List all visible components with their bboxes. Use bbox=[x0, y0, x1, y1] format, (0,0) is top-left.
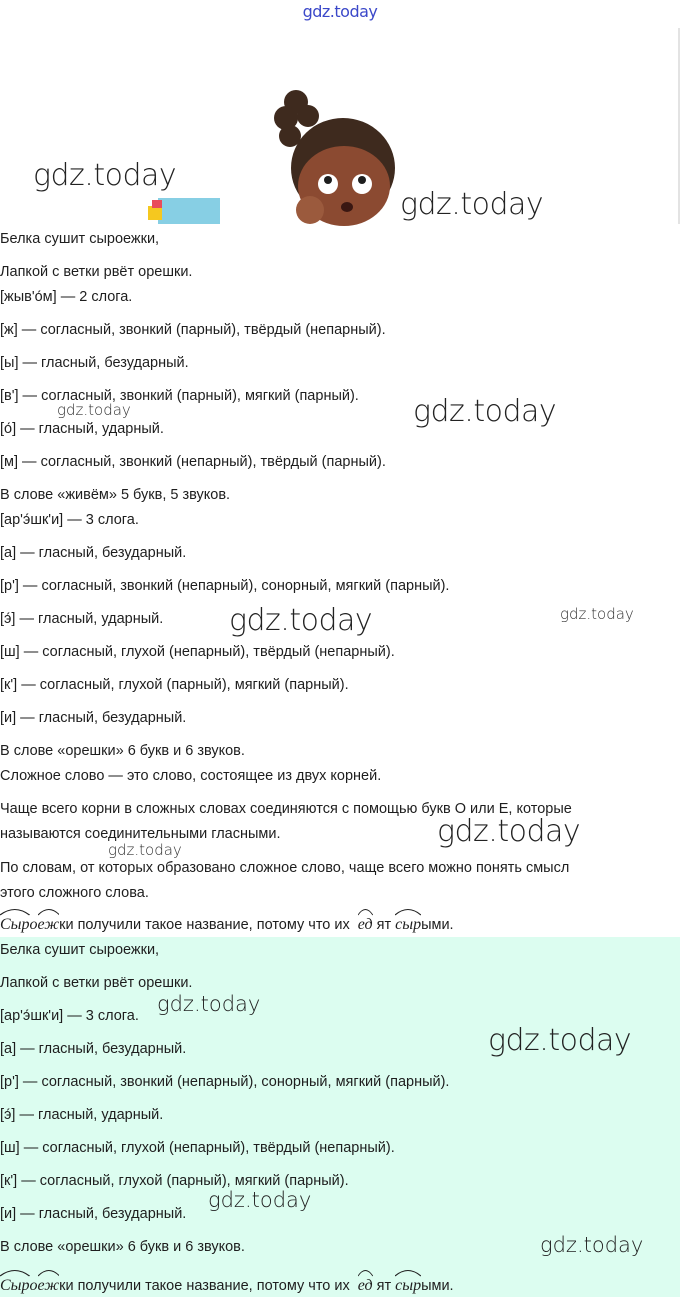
root-arc-icon bbox=[38, 1267, 60, 1277]
root-arc-icon bbox=[0, 906, 30, 916]
watermark: gdz.today bbox=[540, 1233, 644, 1257]
poem-line: Лапкой с ветки рвёт орешки. bbox=[0, 264, 193, 280]
poem-line: Белка сушит сыроежки, bbox=[0, 942, 160, 958]
marked-sentence: Сыр оеж ки получили такое название, потому что их ед ят сыр ыми. bbox=[0, 915, 454, 935]
sound-analysis: [р'] — согласный, звонкий (непарный), сонорный, мягкий (парный). bbox=[0, 1074, 450, 1090]
watermark: gdz.today bbox=[157, 992, 261, 1016]
letter-summary: В слове «орешки» 6 букв и 6 звуков. bbox=[0, 743, 245, 759]
girl-avatar-icon bbox=[138, 88, 398, 228]
sound-analysis: [о́] — гласный, ударный. bbox=[0, 421, 164, 437]
paragraph-line: Чаще всего корни в сложных словах соединяются с помощью букв О или Е, которые bbox=[0, 801, 572, 817]
sound-analysis: [и] — гласный, безударный. bbox=[0, 710, 187, 726]
poem-line: Лапкой с ветки рвёт орешки. bbox=[0, 975, 193, 991]
root-mark: еж bbox=[38, 1276, 60, 1296]
letter-summary: В слове «орешки» 6 букв и 6 звуков. bbox=[0, 1239, 245, 1255]
syllable-count: [жыв'о́м] — 2 слога. bbox=[0, 289, 133, 305]
sound-analysis: [м] — согласный, звонкий (непарный), твёрдый (парный). bbox=[0, 454, 386, 470]
sound-analysis: [э́] — гласный, ударный. bbox=[0, 1107, 164, 1123]
site-logo[interactable]: gdz.today bbox=[302, 2, 378, 21]
root-arc-icon bbox=[358, 1267, 373, 1277]
root-arc-icon bbox=[38, 906, 60, 916]
poem-line: Белка сушит сыроежки, bbox=[0, 231, 160, 247]
sound-analysis: [в'] — согласный, звонкий (парный), мягкий (парный). bbox=[0, 388, 359, 404]
paragraph-line: называются соединительными гласными. bbox=[0, 826, 281, 842]
sound-analysis: [э́] — гласный, ударный. bbox=[0, 611, 164, 627]
definition-text: Сложное слово — это слово, состоящее из двух корней. bbox=[0, 768, 382, 784]
root-mark: Сыр bbox=[0, 915, 30, 935]
root-arc-icon bbox=[395, 1267, 421, 1277]
root-mark: еж bbox=[38, 915, 60, 935]
sound-analysis: [р'] — согласный, звонкий (непарный), сонорный, мягкий (парный). bbox=[0, 578, 450, 594]
root-arc-icon bbox=[395, 906, 421, 916]
syllable-count: [ар'э́шк'и] — 3 слога. bbox=[0, 1008, 139, 1024]
watermark: gdz.today bbox=[437, 814, 581, 849]
letter-summary: В слове «живём» 5 букв, 5 звуков. bbox=[0, 487, 231, 503]
root-mark: ед bbox=[358, 915, 373, 935]
marked-sentence: Сыр оеж ки получили такое название, потому что их ед ят сыр ыми. bbox=[0, 1276, 454, 1296]
sound-analysis: [ж] — согласный, звонкий (парный), твёрдый (непарный). bbox=[0, 322, 386, 338]
watermark: gdz.today bbox=[560, 605, 634, 623]
watermark: gdz.today bbox=[208, 1188, 312, 1212]
syllable-count: [ар'э́шк'и] — 3 слога. bbox=[0, 512, 139, 528]
sound-analysis: [к'] — согласный, глухой (парный), мягкий (парный). bbox=[0, 677, 349, 693]
watermark: gdz.today bbox=[108, 841, 182, 859]
root-arc-icon bbox=[0, 1267, 30, 1277]
sound-analysis: [к'] — согласный, глухой (парный), мягкий (парный). bbox=[0, 1173, 349, 1189]
watermark: gdz.today bbox=[413, 394, 557, 429]
sound-analysis: [ш] — согласный, глухой (непарный), твёрдый (непарный). bbox=[0, 644, 395, 660]
root-mark: ед bbox=[358, 1276, 373, 1296]
paragraph-line: По словам, от которых образовано сложное слово, чаще всего можно понять смысл bbox=[0, 860, 570, 876]
root-mark: Сыр bbox=[0, 1276, 30, 1296]
sound-analysis: [а] — гласный, безударный. bbox=[0, 545, 187, 561]
sound-analysis: [и] — гласный, безударный. bbox=[0, 1206, 187, 1222]
sound-analysis: [а] — гласный, безударный. bbox=[0, 1041, 187, 1057]
watermark: gdz.today bbox=[57, 401, 131, 419]
watermark: gdz.today bbox=[229, 603, 373, 638]
paragraph-line: этого сложного слова. bbox=[0, 885, 149, 901]
root-mark: сыр bbox=[395, 915, 421, 935]
sound-analysis: [ш] — согласный, глухой (непарный), твёрдый (непарный). bbox=[0, 1140, 395, 1156]
watermark: gdz.today bbox=[488, 1023, 632, 1058]
root-arc-icon bbox=[358, 906, 373, 916]
watermark: gdz.today bbox=[33, 158, 177, 193]
sound-analysis: [ы] — гласный, безударный. bbox=[0, 355, 189, 371]
root-mark: сыр bbox=[395, 1276, 421, 1296]
watermark: gdz.today bbox=[400, 187, 544, 222]
